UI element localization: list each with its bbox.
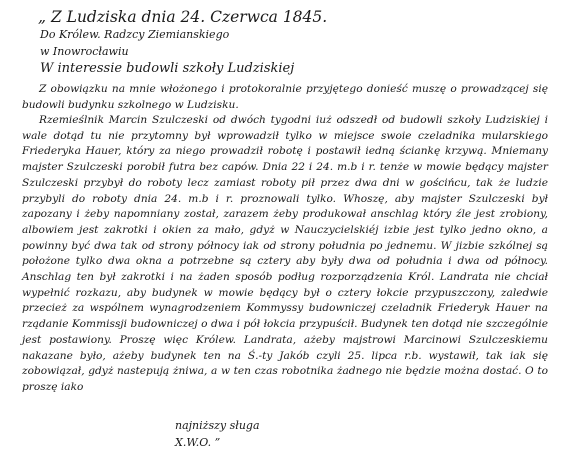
letter-subject: W interessie budowli szkoły Ludziskiej xyxy=(40,61,295,76)
letter-paragraph-1: Z obowiązku na mnie włożonego i protokoralnie przyjętego donieść muszę o prowadzącej się budowli budynku szkolnego w Ludzisku. xyxy=(22,83,548,111)
signature-initials: X.W.O. ” xyxy=(175,436,221,449)
signature-closing: najniższy sługa xyxy=(175,419,260,432)
letter-paragraph-2: Rzemieślnik Marcin Szulczeski od dwóch tygodni iuż odszedł od budowli szkoły Ludziskiej i wale dotąd tu nie przytomny był wprowadził tylko w miejsce swoie czeladnika mularskiego Friederyka Hauer, który za niego prowadził robotę i postawił iedną ściankę krzywą. Mniemany majster Szulczeski porobił futra bez capów. Dnia 22 i 24. m.b i r. tenże w mowie będący majster Szulczeski przybył do roboty lecz zamiast roboty pił przez dwa dni w gościńcu, tak że ludzie przybyli do roboty dnia 24. m.b i r. proznowali tylko. Whoszę, aby majster Szulczeski był zapozany i żeby napomniany został, zarazem żeby produkował anschlag który źle jest zrobiony, albowiem jest zakrotki i okien za mało, gdyż w Nauczycielskiéj izbie jest tylko jedno okno, a powinny być dwa tak od strony północy iak od strony południa po jednemu. W jizbie szkólnej są położone tylko dwa okna a potrzebne są cztery aby były dwa od południa i dwa od północy. Anschlag ten był zakrotki i na żaden sposób podług rozporządzenia Król. Landrata nie chciał wypełnić rozkazu, aby budynek w mowie będący był o cztery łokcie przypuszczony, zaledwie przecież za wspólnem wynagrodzeniem Kommyssy budowniczej czeladnik Friederyk Hauer na rządanie Kommissji budowniczej o dwa i pół łokcia przypuścił. Budynek ten dotąd nie szczególnie jest postawiony. Proszę więc Królew. Landrata, ażeby majstrowi Marcinowi Szulczeskiemu nakazane było, ażeby budynek ten na Ś.-ty Jakób czyli 25. lipca r.b. wystawił, tak iak się zobowiązał, gdyż nastepują żniwa, a w ten czas robotnika żadnego nie będzie można dostać. O to proszę iako xyxy=(22,114,548,393)
address-recipient: Do Królew. Radzcy Ziemianskiego xyxy=(40,28,230,41)
letter-heading: „ Z Ludziska dnia 24. Czerwca 1845. xyxy=(38,8,328,26)
address-place: w Inowrocławiu xyxy=(40,45,129,58)
